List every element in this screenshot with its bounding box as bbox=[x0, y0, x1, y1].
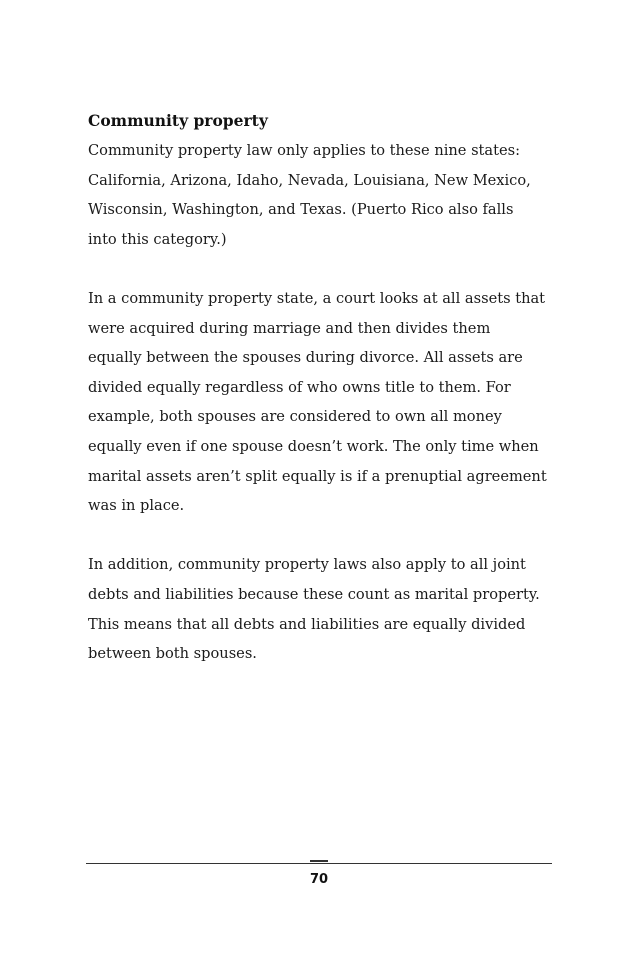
paragraph-line: Wisconsin, Washington, and Texas. (Puerto Rico also falls bbox=[88, 201, 514, 219]
paragraph-1 bbox=[88, 136, 568, 254]
paragraph-line: debts and liabilities because these count as marital property. bbox=[88, 585, 540, 603]
footer-divider-accent bbox=[310, 860, 328, 862]
paragraph-2 bbox=[88, 284, 568, 521]
paragraph-line: between both spouses. bbox=[88, 645, 257, 663]
paragraph-line: Community property law only applies to these nine states: bbox=[88, 142, 521, 159]
paragraph-line: This means that all debts and liabilities are equally divided bbox=[88, 615, 526, 633]
footer-divider bbox=[86, 863, 552, 864]
paragraph-line: California, Arizona, Idaho, Nevada, Louisiana, New Mexico, bbox=[88, 171, 531, 189]
paragraph-line: marital assets aren’t split equally is if a prenuptial agreement bbox=[88, 467, 547, 485]
paragraph-line: equally between the spouses during divorce. All assets are bbox=[88, 349, 523, 367]
page-number: 70 bbox=[309, 872, 329, 887]
paragraph-line: In a community property state, a court looks at all assets that bbox=[88, 289, 546, 307]
paragraph-line: equally even if one spouse doesn’t work. The only time when bbox=[88, 437, 539, 455]
page-body bbox=[88, 106, 568, 698]
paragraph-line: was in place. bbox=[88, 497, 185, 515]
section-heading: Community property bbox=[88, 111, 268, 130]
paragraph-line: into this category.) bbox=[88, 230, 227, 248]
paragraph-line: divided equally regardless of who owns title to them. For bbox=[88, 378, 511, 396]
paragraph-line: example, both spouses are considered to own all money bbox=[88, 408, 502, 426]
paragraph-line: were acquired during marriage and then divides them bbox=[88, 319, 491, 337]
paragraph-line: In addition, community property laws also apply to all joint bbox=[88, 556, 526, 574]
paragraph-3 bbox=[88, 550, 568, 668]
